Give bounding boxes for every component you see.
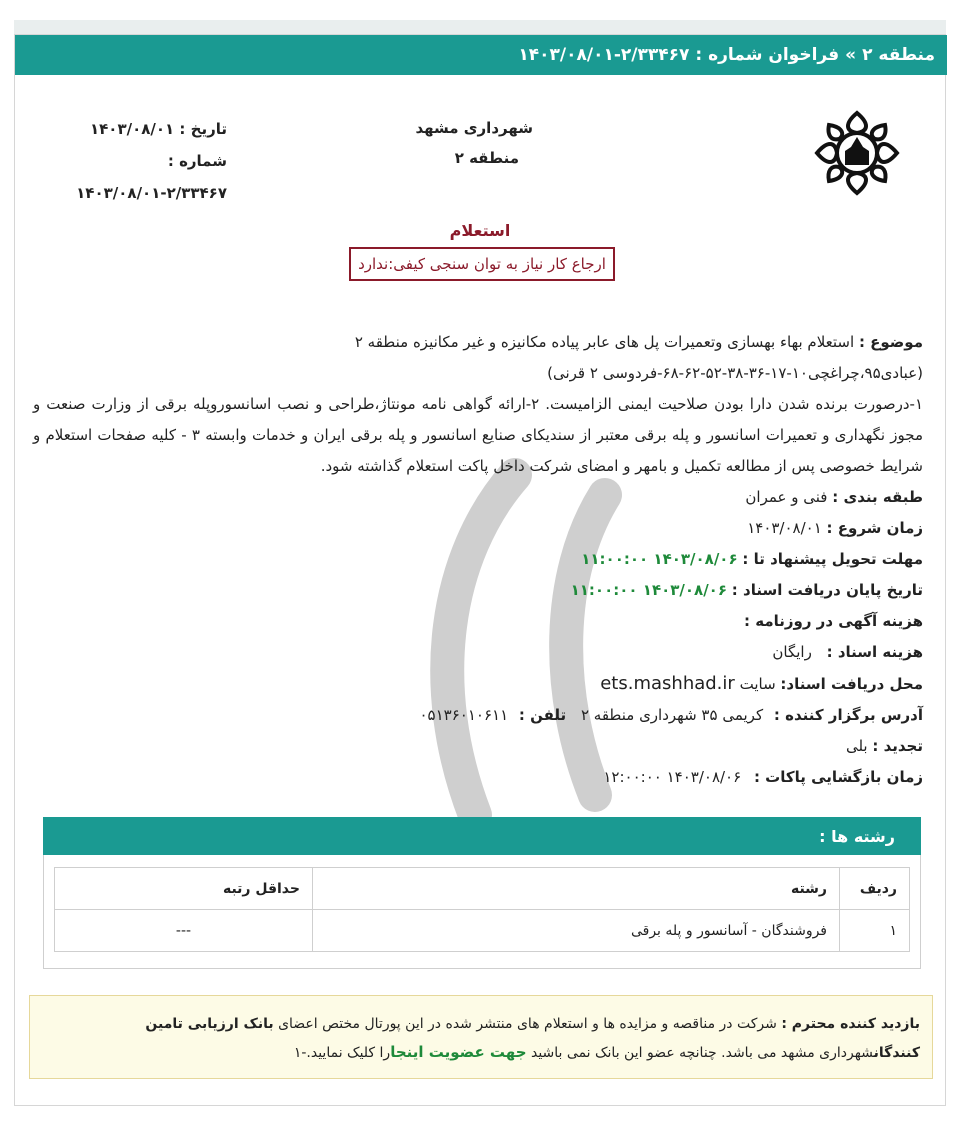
subject-label: موضوع : [858, 333, 923, 351]
phone-value: ۰۵۱۳۶۰۱۰۶۱۱ [419, 706, 509, 724]
cell-row-number: ۱ [840, 910, 910, 952]
address-value: کریمی ۳۵ شهرداری منطقه ۲ [580, 706, 764, 724]
fields-section-bar: رشته ها : [43, 817, 921, 855]
opening-row [33, 762, 923, 793]
start-label: زمان شروع : [826, 519, 923, 537]
subject-line2: (عبادی۹۵،چراغچی۱۰-۱۷-۳۶-۳۸-۵۲-۶۲-۶۸-فردوسی ۲ قرنی) [547, 364, 923, 382]
number-label: شماره : [167, 152, 227, 170]
doc-place-site-link[interactable]: ets.mashhad.ir [600, 673, 735, 694]
visitor-label: بازدید کننده محترم : [781, 1016, 920, 1032]
tender-details [33, 327, 923, 793]
ad-cost-label: هزینه آگهی در روزنامه : [744, 612, 923, 630]
header-region: منطقه ۲ [862, 45, 935, 65]
phone-label: تلفن : [518, 706, 567, 724]
deadline-row [33, 544, 923, 575]
tender-page [14, 34, 946, 1106]
renewal-row [33, 731, 923, 762]
docs-end-row [33, 575, 923, 606]
doc-place-value: سایت [739, 675, 776, 693]
mashhad-municipality-logo-icon [809, 107, 905, 199]
docs-end-label: تاریخ پایان دریافت اسناد : [731, 581, 923, 599]
footer-text3: را کلیک نمایید.-۱ [293, 1045, 391, 1061]
cell-min-rank: --- [55, 910, 313, 952]
doc-cost-row [33, 637, 923, 668]
subject-line1: استعلام بهاء بهسازی وتعمیرات پل های عابر پیاده مکانیزه و غیر مکانیزه منطقه ۲ [354, 333, 855, 351]
fields-table-wrapper [43, 855, 921, 969]
docs-end-value: ۱۴۰۳/۰۸/۰۶ ۱۱:۰۰:۰۰ [570, 581, 727, 599]
table-row [55, 910, 910, 952]
fields-table [54, 867, 910, 952]
header-call-number: ۱۴۰۳/۰۸/۰۱-۲/۳۳۴۶۷ [518, 45, 690, 65]
page-header-bar [15, 35, 947, 75]
ad-cost-row [33, 606, 923, 637]
opening-label: زمان بازگشایی پاکات : [753, 768, 923, 786]
doc-place-label: محل دریافت اسناد: [780, 675, 923, 693]
footer-text2: شهرداری مشهد می باشد. چنانچه عضو این بانک نمی باشید [530, 1045, 874, 1061]
top-strip [14, 20, 946, 34]
category-value: فنی و عمران [745, 488, 828, 506]
opening-value: ۱۴۰۳/۰۸/۰۶ ۱۲:۰۰:۰۰ [603, 768, 742, 786]
category-row [33, 482, 923, 513]
header-separator: » [845, 45, 857, 65]
document-meta [47, 113, 227, 209]
subject-row [33, 327, 923, 358]
address-label: آدرس برگزار کننده : [773, 706, 923, 724]
deadline-value: ۱۴۰۳/۰۸/۰۶ ۱۱:۰۰:۰۰ [581, 550, 738, 568]
category-label: طبقه بندی : [832, 488, 923, 506]
doc-place-row [33, 668, 923, 700]
number-value: ۱۴۰۳/۰۸/۰۱-۲/۳۳۴۶۷ [76, 184, 227, 202]
quality-assessment-notice: ارجاع کار نیاز به توان سنجی کیفی:ندارد [349, 247, 615, 281]
doc-cost-value: رایگان [772, 643, 812, 661]
footer-text1: شرکت در مناقصه و مزایده ها و استعلام های منتشر شده در این پورتال مختص اعضای [278, 1016, 777, 1032]
document-type-title: استعلام [449, 221, 511, 240]
start-value: ۱۴۰۳/۰۸/۰۱ [747, 519, 822, 537]
address-row [33, 700, 923, 731]
cell-field: فروشندگان - آسانسور و پله برقی [313, 910, 840, 952]
footer-bank-name: بانک ارزیابی تامین کنندگان [145, 1016, 920, 1061]
membership-link[interactable]: جهت عضویت اینجا [390, 1043, 527, 1061]
doc-cost-label: هزینه اسناد : [826, 643, 923, 661]
deadline-label: مهلت تحویل پیشنهاد تا : [742, 550, 923, 568]
start-row [33, 513, 923, 544]
header-call-label: فراخوان شماره : [695, 45, 840, 65]
col-field: رشته [313, 868, 840, 910]
org-name: شهرداری مشهد [415, 119, 533, 137]
col-row-number: ردیف [840, 868, 910, 910]
visitor-notice [29, 995, 933, 1079]
org-info [415, 113, 533, 173]
col-min-rank: حداقل رتبه [55, 868, 313, 910]
renewal-label: تجدید : [872, 737, 923, 755]
conditions-text: ۱-درصورت برنده شدن دارا بودن صلاحیت ایمنی الزامیست. ۲-ارائه گواهی نامه مونتاژ،طراحی و نصب اسانسوروپله برقی از وزارت صنعت و مجوز نگهداری و تعمیرات اسانسور و پله برقی معتبر از سندیکای صنایع اسانسور و پله برقی ایران و خدمات وابسته ۳ - کلیه صفحات استعلام و شرایط خصوصی پس از مطالعه تکمیل و بامهر و امضای شرکت داخل پاکت استعلام گذاشته شود. [33, 395, 923, 475]
date-label: تاریخ : [179, 120, 227, 138]
renewal-value: بلی [845, 737, 868, 755]
table-header-row [55, 868, 910, 910]
org-region: منطقه ۲ [454, 149, 519, 167]
date-value: ۱۴۰۳/۰۸/۰۱ [89, 120, 175, 138]
